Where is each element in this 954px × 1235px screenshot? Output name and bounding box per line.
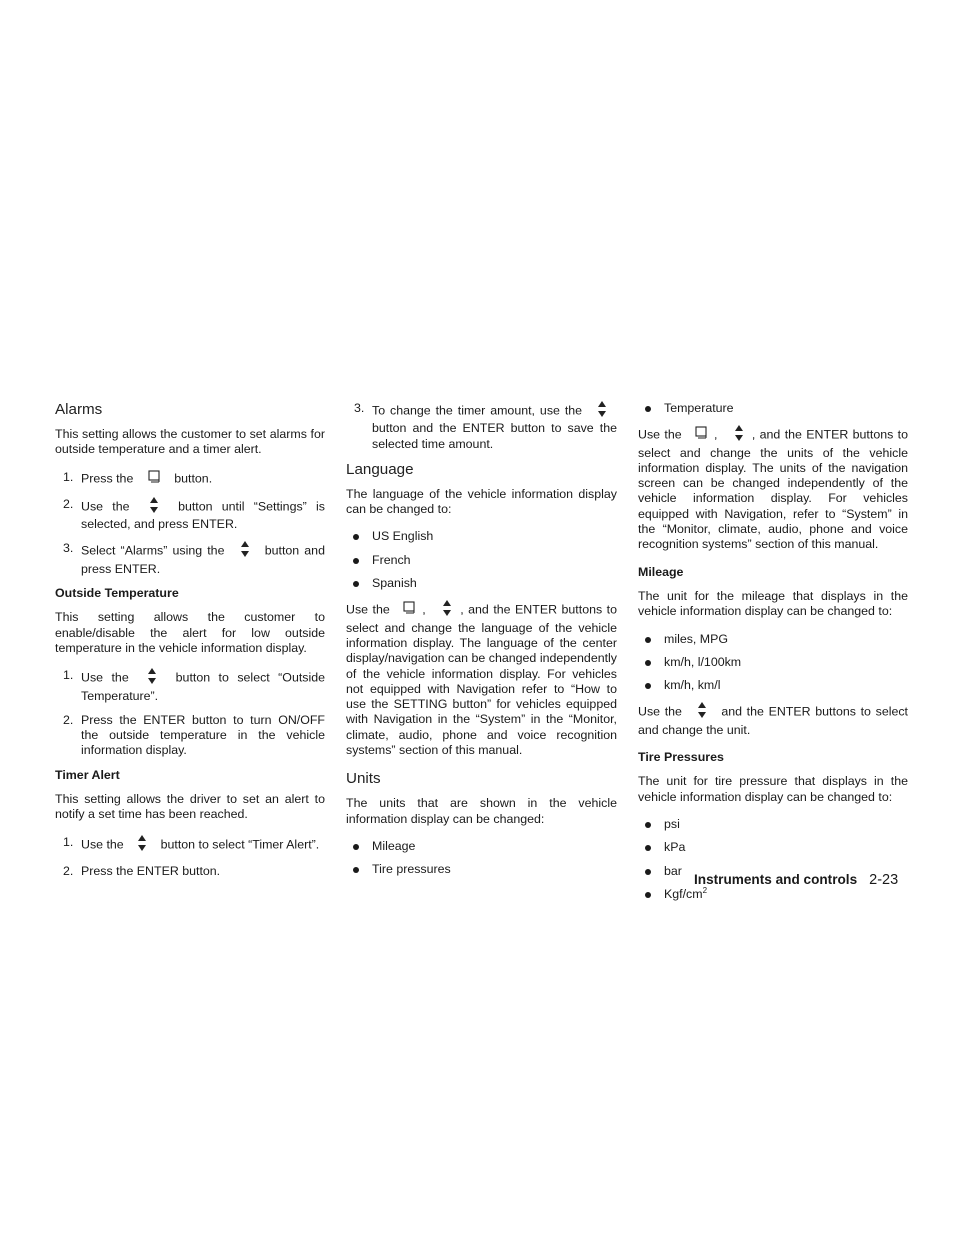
list-item: Mileage	[346, 839, 617, 854]
units-heading: Units	[346, 770, 381, 788]
units-text: Use the , , and the ENTER buttons to select and change the units of the vehicle information display. The units of the navigation screen can be changed independently of the vehicle information display. For vehicles equipped with Navigation, refer to “System” in the “Monitor, climate, audio, phone and voice recognition systems” section of this manual.	[638, 425, 908, 552]
up-down-arrow-icon	[442, 600, 452, 620]
list-item: km/h, l/100km	[638, 655, 908, 670]
bullet-icon	[353, 867, 359, 873]
mileage-heading: Mileage	[638, 564, 684, 579]
outside-temperature-heading: Outside Temperature	[55, 586, 179, 601]
bullet-icon	[645, 869, 651, 875]
mileage-intro: The unit for the mileage that displays in the vehicle information display can be changed to:	[638, 588, 908, 619]
language-intro: The language of the vehicle information display can be changed to:	[346, 486, 617, 517]
up-down-arrow-icon	[597, 401, 607, 421]
menu-button-icon	[694, 426, 708, 444]
list-item: Spanish	[346, 576, 617, 591]
timer-alert-text: This setting allows the driver to set an alert to notify a set time has been reached.	[55, 792, 325, 822]
units-intro: The units that are shown in the vehicle information display can be changed:	[346, 796, 617, 826]
outside-temperature-steps	[55, 668, 325, 758]
menu-button-icon	[147, 470, 161, 488]
list-item: psi	[638, 817, 908, 832]
timer-alert-heading: Timer Alert	[55, 767, 120, 782]
column-1	[55, 401, 325, 888]
mileage-units-list	[638, 632, 908, 694]
timer-alert-steps	[55, 835, 325, 880]
up-down-arrow-icon	[149, 497, 159, 517]
list-item: 3. Select “Alarms” using the button and press ENTER.	[63, 541, 325, 576]
list-item: Temperature	[638, 401, 908, 416]
units-list-continued	[638, 401, 908, 416]
bullet-icon	[645, 637, 651, 643]
up-down-arrow-icon	[697, 702, 707, 722]
timer-steps-continued	[346, 401, 617, 452]
bullet-icon	[645, 892, 651, 898]
language-list	[346, 529, 617, 591]
up-down-arrow-icon	[147, 668, 157, 688]
tire-pressures-heading: Tire Pressures	[638, 750, 724, 765]
section-title: Instruments and controls	[694, 872, 858, 887]
list-item: bar	[638, 864, 908, 879]
list-item: 1. Use the button to select “Timer Alert”.	[55, 835, 325, 855]
list-item: km/h, km/l	[638, 678, 908, 693]
list-item: Tire pressures	[346, 862, 617, 877]
alarms-heading: Alarms	[55, 401, 103, 418]
column-3	[638, 401, 908, 911]
page-footer	[694, 872, 898, 888]
list-item: 1. Use the button to select “Outside Temperature”.	[63, 668, 326, 703]
language-heading: Language	[346, 460, 414, 478]
bullet-icon	[645, 683, 651, 689]
bullet-icon	[645, 822, 651, 828]
mileage-use-text: Use the and the ENTER buttons to select and change the unit.	[638, 702, 908, 738]
list-item: kPa	[638, 840, 908, 855]
list-item: 1. Press the button.	[55, 470, 325, 488]
bullet-icon	[645, 406, 651, 412]
list-item: 2. Press the ENTER button to turn ON/OFF the outside temperature in the vehicle information display.	[63, 712, 325, 758]
list-item: US English	[346, 529, 617, 544]
list-item: 3. To change the timer amount, use the button and the ENTER button to save the selected time amount.	[354, 401, 617, 451]
alarms-steps	[55, 470, 325, 577]
list-item: miles, MPG	[638, 632, 908, 647]
up-down-arrow-icon	[137, 835, 147, 855]
alarms-intro: This setting allows the customer to set alarms for outside temperature and a timer alert.	[55, 427, 325, 457]
units-list	[346, 839, 617, 878]
list-item: 2. Press the ENTER button.	[63, 863, 221, 878]
list-item: French	[346, 553, 617, 568]
outside-temperature-text: This setting allows the customer to enable/disable the alert for low outside temperature in the vehicle information display.	[55, 610, 325, 655]
bullet-icon	[353, 581, 359, 587]
menu-button-icon	[402, 601, 416, 619]
up-down-arrow-icon	[240, 541, 250, 561]
bullet-icon	[353, 844, 359, 850]
column-2	[346, 401, 617, 887]
tire-units-list	[638, 817, 908, 902]
list-item: 2. Use the button until “Settings” is selected, and press ENTER.	[63, 496, 325, 532]
bullet-icon	[353, 534, 359, 540]
bullet-icon	[645, 660, 651, 666]
bullet-icon	[353, 558, 359, 564]
list-item: Kgf/$cm^2$	[638, 887, 908, 902]
language-text: Use the , , and the ENTER buttons to select and change the language of the vehicle information display. The language of the center display/navigation can be changed independently of the vehicle information display. For vehicles not equipped with Navigation refer to “How to use the SETTING button” for vehicles equipped with Navigation in the “System” in the “Monitor, climate, audio, phone and voice recognition systems” section of this manual.	[346, 600, 617, 758]
page-number: 2-23	[869, 872, 899, 888]
up-down-arrow-icon	[734, 425, 744, 445]
tire-pressures-intro: The unit for tire pressure that displays in the vehicle information display can be changed to:	[638, 774, 908, 804]
bullet-icon	[645, 845, 651, 851]
